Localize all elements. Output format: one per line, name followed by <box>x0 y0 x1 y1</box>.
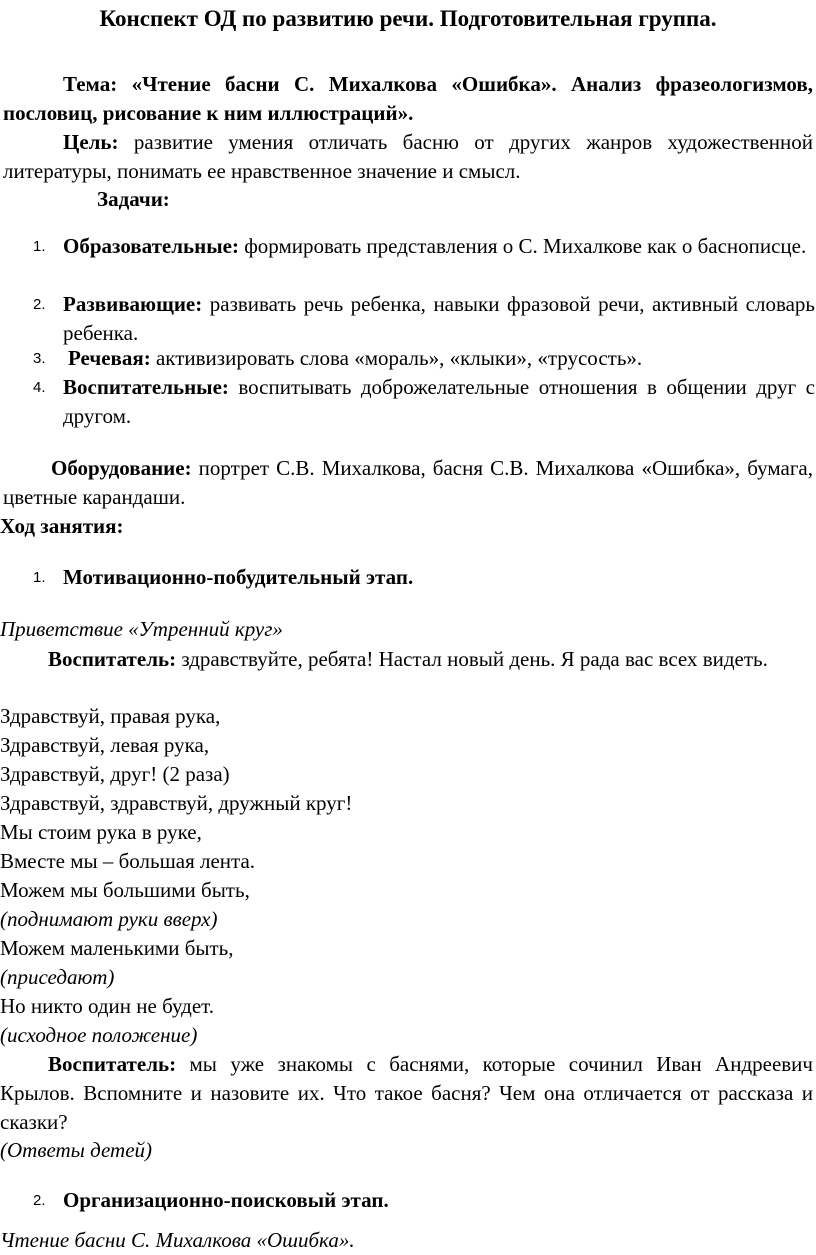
poem-line: Здравствуй, друг! (2 раза) <box>0 762 230 786</box>
equipment-paragraph <box>3 454 813 512</box>
task-number: 4. <box>33 379 46 396</box>
task-number: 1. <box>33 238 46 255</box>
poem-stage-direction: (исходное положение) <box>0 1023 198 1047</box>
task-label: Речевая: <box>68 346 151 370</box>
equipment-text: портрет С.В. Михалкова, басня С.В. Михалкова «Ошибка», бумага, цветные карандаши. <box>3 456 813 509</box>
task-description: активизировать слова «мораль», «клыки», «трусость». <box>150 346 643 370</box>
teacher-speech: здравствуйте, ребята! Настал новый день. Я рада вас всех видеть. <box>176 647 768 671</box>
page-title: Конспект ОД по развитию речи. Подготовительная группа. <box>99 6 717 31</box>
teacher-greeting-paragraph <box>0 645 813 674</box>
theme-text: «Чтение басни С. Михалкова «Ошибка». Анализ фразеологизмов, пословиц, рисование к ним иллюстраций». <box>3 72 813 125</box>
task-number: 2. <box>33 296 46 313</box>
poem-line: Вместе мы – большая лента. <box>0 849 256 873</box>
task-description: формировать представления о С. Михалкове как о баснописце. <box>238 234 807 258</box>
task-description: развивать речь ребенка, навыки фразовой речи, активный словарь ребенка. <box>63 292 815 345</box>
course-heading: Ход занятия: <box>0 514 124 538</box>
goal-label: Цель: <box>63 130 119 154</box>
poem-stage-direction: (поднимают руки вверх) <box>0 907 218 931</box>
poem-line: Здравствуй, правая рука, <box>0 704 221 728</box>
stage-number: 1. <box>33 569 46 586</box>
task-label: Образовательные: <box>63 234 239 258</box>
task-text <box>63 373 815 431</box>
stage-number: 2. <box>33 1192 46 1209</box>
goal-text: развитие умения отличать басню от других жанров художественной литературы, понимать ее нравственное значение и смысл. <box>3 130 813 183</box>
poem-line: Мы стоим рука в руке, <box>0 820 202 844</box>
teacher-speech: мы уже знакомы с баснями, которые сочинил Иван Андреевич Крылов. Вспомните и назовите их. Что такое басня? Чем она отличается от рассказа и сказки? <box>0 1052 813 1134</box>
goal-paragraph <box>3 128 813 186</box>
poem-stage-direction: (приседают) <box>0 965 115 989</box>
teacher-question-paragraph <box>0 1050 813 1137</box>
greeting-title: Приветствие «Утренний круг» <box>0 617 283 641</box>
task-text <box>68 344 813 373</box>
stage-title: Организационно-поисковый этап. <box>63 1188 389 1212</box>
poem-line: Можем маленькими быть, <box>0 936 234 960</box>
poem-line: Здравствуй, левая рука, <box>0 733 210 757</box>
theme-label: Тема: <box>63 72 118 96</box>
children-answers: (Ответы детей) <box>0 1138 153 1162</box>
task-text <box>63 232 815 261</box>
poem-line: Здравствуй, здравствуй, дружный круг! <box>0 791 353 815</box>
poem-line: Но никто один не будет. <box>0 994 214 1018</box>
task-number: 3. <box>33 350 46 367</box>
task-text <box>63 290 815 348</box>
task-label: Воспитательные: <box>63 375 229 399</box>
task-label: Развивающие: <box>63 292 203 316</box>
equipment-label: Оборудование: <box>51 456 192 480</box>
theme-paragraph <box>3 70 813 128</box>
stage-title: Мотивационно-побудительный этап. <box>63 565 414 589</box>
task-description: воспитывать доброжелательные отношения в общении друг с другом. <box>63 375 815 428</box>
teacher-label: Воспитатель: <box>48 1052 177 1076</box>
reading-title: Чтение басни С. Михалкова «Ошибка». <box>0 1228 355 1252</box>
tasks-heading: Задачи: <box>97 187 170 211</box>
poem-line: Можем мы большими быть, <box>0 878 250 902</box>
teacher-label: Воспитатель: <box>48 647 177 671</box>
